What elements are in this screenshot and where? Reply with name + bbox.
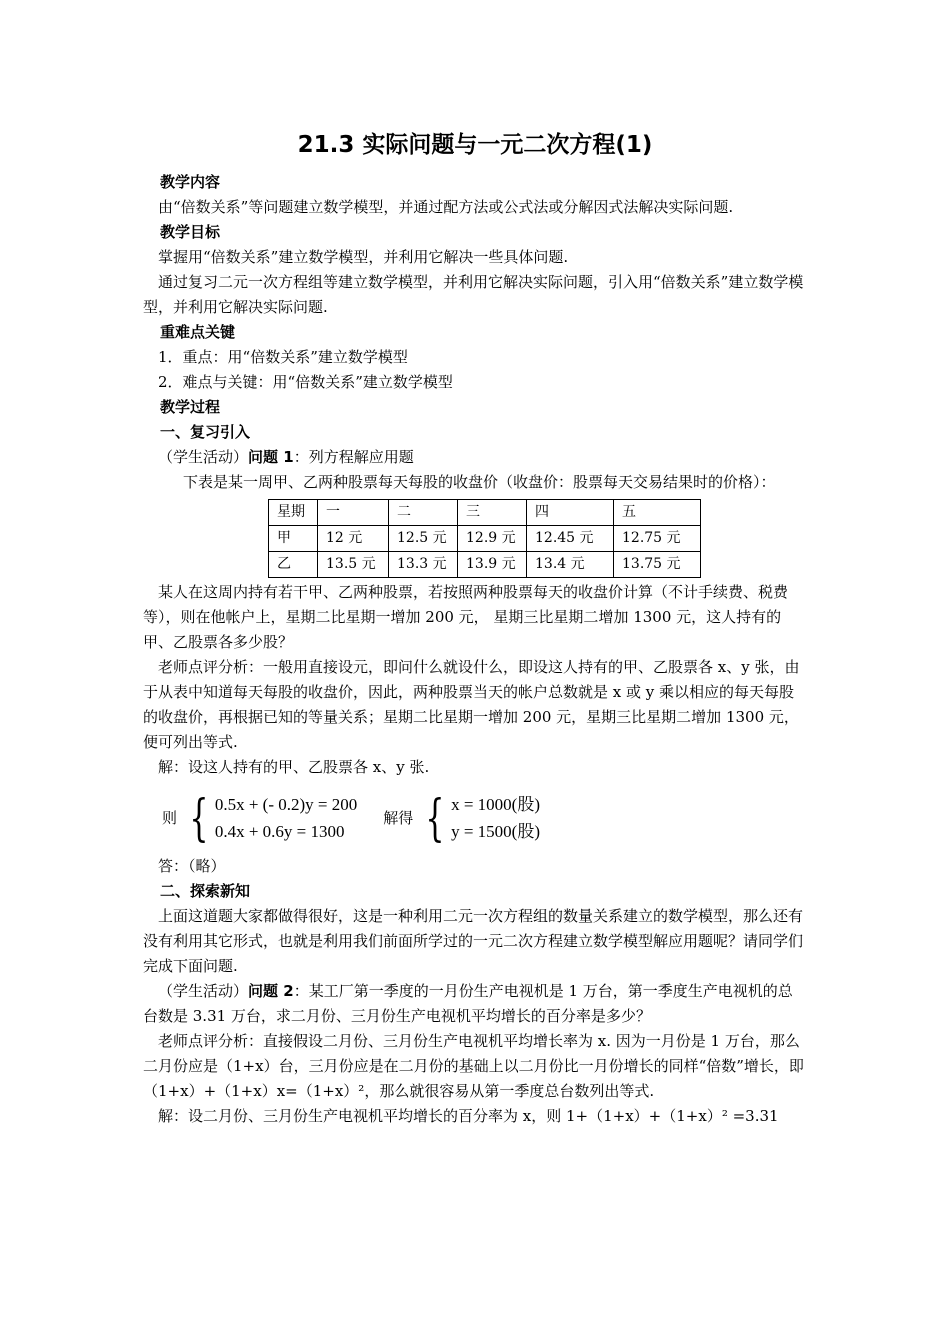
table-cell: 13.3 元 — [389, 552, 458, 578]
question-1 — [143, 445, 807, 470]
q1-intro: 下表是某一周甲、乙两种股票每天每股的收盘价（收盘价：股票每天交易结果时的价格）： — [183, 473, 776, 491]
table-cell: 乙 — [269, 552, 318, 578]
heading-content: 教学内容 — [160, 173, 221, 191]
part2-text: 上面这道题大家都做得很好，这是一种利用二元一次方程组的数量关系建立的数学模型，那么还有没有利用其它形式，也就是利用我们前面所学过的一元二次方程建立数学模型解应用题呢？请同学们完成下面问题. — [143, 907, 804, 975]
heading-key: 重难点关键 — [160, 323, 236, 341]
table-cell: 13.9 元 — [458, 552, 527, 578]
equation-1: 0.5x + (- 0.2)y = 200 — [214, 795, 358, 814]
q1-prefix: （学生活动） — [158, 448, 249, 466]
solution-2: y = 1500(股) — [451, 822, 540, 841]
document-content — [143, 128, 807, 1129]
heading-process: 教学过程 — [160, 398, 221, 416]
q1-comment: 老师点评分析：一般用直接设元，即问什么就设什么，即设这人持有的甲、乙股票各 x、y 张，由于从表中知道每天每股的收盘价，因此，两种股票当天的帐户总数就是 x 或 y 乘以相应的每天每股的收盘价，再根据已知的等量关系；星期二比星期一增加 200 元，星期三比星期二增加 1300 元，便可列出等式. — [143, 658, 800, 751]
table-header-row — [269, 500, 701, 526]
eq-solve-label: 解得 — [383, 808, 414, 827]
table-cell: 二 — [389, 500, 458, 526]
table-cell: 13.75 元 — [614, 552, 701, 578]
table-cell: 12 元 — [318, 526, 389, 552]
equation-2: 0.4x + 0.6y = 1300 — [214, 822, 345, 841]
equation-system — [158, 790, 807, 846]
table-cell: 13.4 元 — [527, 552, 614, 578]
q2-prefix: （学生活动） — [158, 982, 249, 1000]
solution-1: x = 1000(股) — [451, 795, 540, 814]
heading-part2: 二、探索新知 — [160, 882, 251, 900]
table-cell: 三 — [458, 500, 527, 526]
table-cell: 星期 — [269, 500, 318, 526]
q2-text: ：某工厂第一季度的一月份生产电视机是 1 万台，第一季度生产电视机的总台数是 3.31 万台，求二月份、三月份生产电视机平均增长的百分率是多少？ — [143, 982, 793, 1025]
left-brace: { — [189, 789, 209, 847]
q1-text: ：列方程解应用题 — [293, 448, 414, 466]
left-brace: { — [425, 789, 445, 847]
equations — [215, 791, 357, 845]
key-point-1: 1．重点：用“倍数关系”建立数学模型 — [158, 348, 408, 366]
q2-label: 问题 2 — [248, 982, 294, 1000]
table-cell: 13.5 元 — [318, 552, 389, 578]
stock-price-table — [268, 499, 701, 578]
q1-answer: 答：（略） — [158, 857, 226, 875]
table-cell: 四 — [527, 500, 614, 526]
table-row — [269, 552, 701, 578]
table-cell: 12.75 元 — [614, 526, 701, 552]
heading-goals: 教学目标 — [160, 223, 221, 241]
table-row — [269, 526, 701, 552]
q1-problem: 某人在这周内持有若干甲、乙两种股票，若按照两种股票每天的收盘价计算（不计手续费、税费等），则在他帐户上，星期二比星期一增加 200 元， 星期三比星期二增加 1300 元，这人持有的甲、乙股票各多少股？ — [143, 583, 789, 651]
table-cell: 甲 — [269, 526, 318, 552]
table-cell: 12.45 元 — [527, 526, 614, 552]
q1-solution: 解：设这人持有的甲、乙股票各 x、y 张. — [158, 758, 430, 776]
table-cell: 12.9 元 — [458, 526, 527, 552]
heading-part1: 一、复习引入 — [160, 423, 251, 441]
table-cell: 五 — [614, 500, 701, 526]
question-2 — [143, 979, 807, 1029]
q1-label: 问题 1 — [248, 448, 294, 466]
q2-comment: 老师点评分析：直接假设二月份、三月份生产电视机平均增长率为 x. 因为一月份是 1 万台，那么二月份应是（1+x）台，三月份应是在二月份的基础上以二月份比一月份增长的同样“倍数”增长，即（1+x）+（1+x）x=（1+x）²，那么就很容易从第一季度总台数列出等式. — [143, 1032, 804, 1100]
table-cell: 12.5 元 — [389, 526, 458, 552]
content-text: 由“倍数关系”等问题建立数学模型，并通过配方法或公式法或分解因式法解决实际问题. — [158, 198, 734, 216]
solutions — [451, 791, 540, 845]
page-title: 21.3 实际问题与一元二次方程(1) — [297, 132, 653, 158]
table-cell: 一 — [318, 500, 389, 526]
key-point-2: 2．难点与关键：用“倍数关系”建立数学模型 — [158, 373, 453, 391]
q2-solution: 解：设二月份、三月份生产电视机平均增长的百分率为 x，则 1+（1+x）+（1+x）² =3.31 — [158, 1107, 779, 1125]
goals-text-2: 通过复习二元一次方程组等建立数学模型，并利用它解决实际问题，引入用“倍数关系”建立数学模型，并利用它解决实际问题. — [143, 273, 804, 316]
eq-then-label: 则 — [162, 808, 178, 827]
goals-text-1: 掌握用“倍数关系”建立数学模型，并利用它解决一些具体问题. — [158, 248, 569, 266]
